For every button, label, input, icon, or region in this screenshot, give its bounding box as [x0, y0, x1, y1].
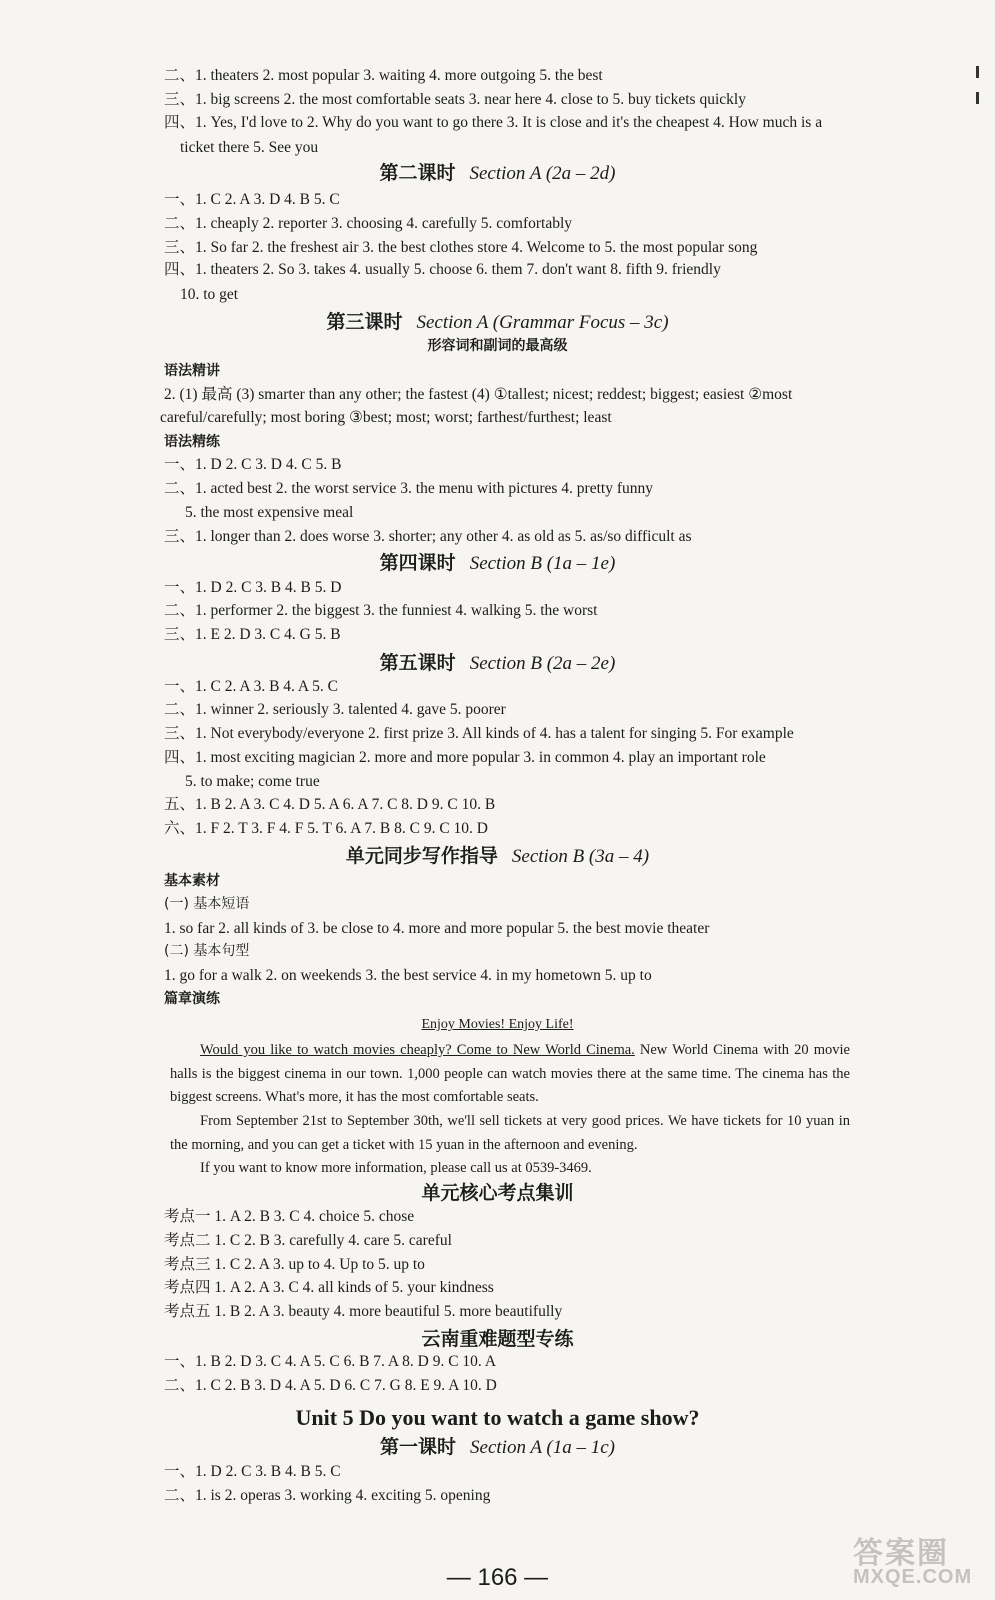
answer-line: 四、1. Yes, I'd love to 2. Why do you want to go there 3. It is close and it's the cheapest 4. How much is a [164, 114, 823, 131]
essay-paragraph: If you want to know more information, please call us at 0539-3469. [200, 1160, 592, 1176]
lesson-heading [0, 160, 995, 187]
answer-line: 三、1. So far 2. the freshest air 3. the best clothes store 4. Welcome to 5. the most popular song [164, 239, 758, 256]
lesson-section-range: Section A (Grammar Focus – 3c) [416, 312, 669, 333]
section-label: 基本素材 [164, 873, 220, 889]
answer-line: 二、1. winner 2. seriously 3. talented 4. gave 5. poorer [164, 701, 506, 718]
answer-line: 三、1. longer than 2. does worse 3. shorter; any other 4. as old as 5. as/so difficult as [164, 528, 692, 545]
sub-label: (二) 基本句型 [164, 943, 250, 959]
essay-paragraph: From September 21st to September 30th, we'll sell tickets at very good prices. We have tickets for 10 yuan in the morning, and you can get a ticket with 15 yuan in the afternoon and evening. [170, 1113, 850, 1153]
answer-line: 一、1. D 2. C 3. B 4. B 5. D [164, 579, 342, 596]
answer-line: 考点三 1. C 2. A 3. up to 4. Up to 5. up to [164, 1256, 425, 1273]
practice-heading: 云南重难题型专练 [421, 1328, 574, 1350]
answer-line: 二、1. performer 2. the biggest 3. the funniest 4. walking 5. the worst [164, 602, 598, 619]
lesson-heading [0, 843, 995, 870]
page-edge-mark [976, 66, 979, 78]
lesson-section-range: Section B (2a – 2e) [469, 653, 616, 674]
answer-line: 1. so far 2. all kinds of 3. be close to 4. more and more popular 5. the best movie theater [164, 920, 710, 937]
answer-line: 二、1. acted best 2. the worst service 3. the menu with pictures 4. pretty funny [164, 480, 653, 497]
answer-line: 四、1. theaters 2. So 3. takes 4. usually 5. choose 6. them 7. don't want 8. fifth 9. friendly [164, 261, 721, 278]
grammar-subtitle: 形容词和副词的最高级 [427, 338, 568, 354]
answer-line: 一、1. C 2. A 3. D 4. B 5. C [164, 191, 340, 208]
lesson-heading [0, 1434, 995, 1461]
answer-line: 三、1. big screens 2. the most comfortable seats 3. near here 4. close to 5. buy tickets quickly [164, 91, 746, 108]
answer-line: 六、1. F 2. T 3. F 4. F 5. T 6. A 7. B 8. C 9. C 10. D [164, 820, 488, 837]
essay-topic-sentence: Would you like to watch movies cheaply? Come to New World Cinema. [200, 1042, 635, 1058]
essay-body-text: New World Cinema with 20 movie halls is the biggest cinema in our town. 1,000 people can watch movies there at the same time. The cinema has the biggest screens. What's more, it has the most comfortable seats. [170, 1042, 850, 1105]
answer-line: 四、1. most exciting magician 2. more and more popular 3. in common 4. play an important role [164, 749, 766, 766]
answer-line: 三、1. Not everybody/everyone 2. first prize 3. All kinds of 4. has a talent for singing 5. For example [164, 725, 794, 742]
sub-label: (一) 基本短语 [164, 896, 250, 912]
lesson-heading [0, 650, 995, 677]
unit-title: Unit 5 Do you want to watch a game show? [295, 1405, 700, 1430]
answer-line: 二、1. cheaply 2. reporter 3. choosing 4. carefully 5. comfortably [164, 215, 573, 232]
essay-paragraph [170, 1039, 850, 1110]
answer-line: 三、1. E 2. D 3. C 4. G 5. B [164, 626, 341, 643]
answer-line: 一、1. B 2. D 3. C 4. A 5. C 6. B 7. A 8. D 9. C 10. A [164, 1353, 497, 1370]
section-label: 语法精讲 [164, 363, 220, 379]
lesson-title: 第四课时 [379, 552, 456, 574]
answer-line: 1. go for a walk 2. on weekends 3. the best service 4. in my hometown 5. up to [164, 967, 652, 984]
lesson-title: 第二课时 [379, 162, 456, 184]
lesson-heading [0, 550, 995, 577]
answer-line: 考点二 1. C 2. B 3. carefully 4. care 5. careful [164, 1232, 452, 1249]
answer-line: 五、1. B 2. A 3. C 4. D 5. A 6. A 7. C 8. D 9. C 10. B [164, 796, 496, 813]
answer-line: ticket there 5. See you [180, 139, 319, 156]
answer-line: 二、1. is 2. operas 3. working 4. exciting 5. opening [164, 1487, 491, 1504]
lesson-title: 第五课时 [379, 652, 456, 674]
lesson-section-range: Section A (2a – 2d) [469, 163, 616, 184]
page-number: — 166 — [446, 1564, 549, 1591]
lesson-section-range: Section A (1a – 1c) [470, 1437, 615, 1458]
page-edge-mark [976, 92, 979, 104]
answer-line: 2. (1) 最高 (3) smarter than any other; the fastest (4) ①tallest; nicest; reddest; biggest; easiest ②most [164, 386, 793, 403]
answer-line: 一、1. D 2. C 3. B 4. B 5. C [164, 1463, 341, 1480]
lesson-section-range: Section B (3a – 4) [511, 846, 650, 867]
answer-line: 二、1. C 2. B 3. D 4. A 5. D 6. C 7. G 8. E 9. A 10. D [164, 1377, 497, 1394]
answer-line: careful/carefully; most boring ③best; most; worst; farthest/furthest; least [160, 409, 612, 426]
practice-heading: 单元核心考点集训 [421, 1182, 574, 1204]
answer-line: 一、1. C 2. A 3. B 4. A 5. C [164, 678, 338, 695]
lesson-heading [0, 309, 995, 336]
lesson-title: 第一课时 [380, 1436, 457, 1458]
answer-line: 10. to get [180, 286, 239, 303]
section-label: 语法精练 [164, 434, 220, 450]
answer-line: 考点五 1. B 2. A 3. beauty 4. more beautiful 5. more beautifully [164, 1303, 563, 1320]
answer-line: 考点四 1. A 2. A 3. C 4. all kinds of 5. your kindness [164, 1279, 494, 1296]
answer-line: 考点一 1. A 2. B 3. C 4. choice 5. chose [164, 1208, 415, 1225]
essay-title: Enjoy Movies! Enjoy Life! [421, 1017, 574, 1032]
section-label: 篇章演练 [164, 991, 220, 1007]
lesson-section-range: Section B (1a – 1e) [469, 553, 616, 574]
answer-line: 5. the most expensive meal [185, 504, 354, 521]
lesson-title: 第三课时 [326, 311, 403, 333]
answer-line: 一、1. D 2. C 3. D 4. C 5. B [164, 456, 342, 473]
lesson-title: 单元同步写作指导 [345, 845, 498, 867]
answer-line: 二、1. theaters 2. most popular 3. waiting 4. more outgoing 5. the best [164, 67, 603, 84]
answer-line: 5. to make; come true [185, 773, 320, 790]
watermark-logo: 答案圈 MXQE.COM [853, 1536, 973, 1588]
